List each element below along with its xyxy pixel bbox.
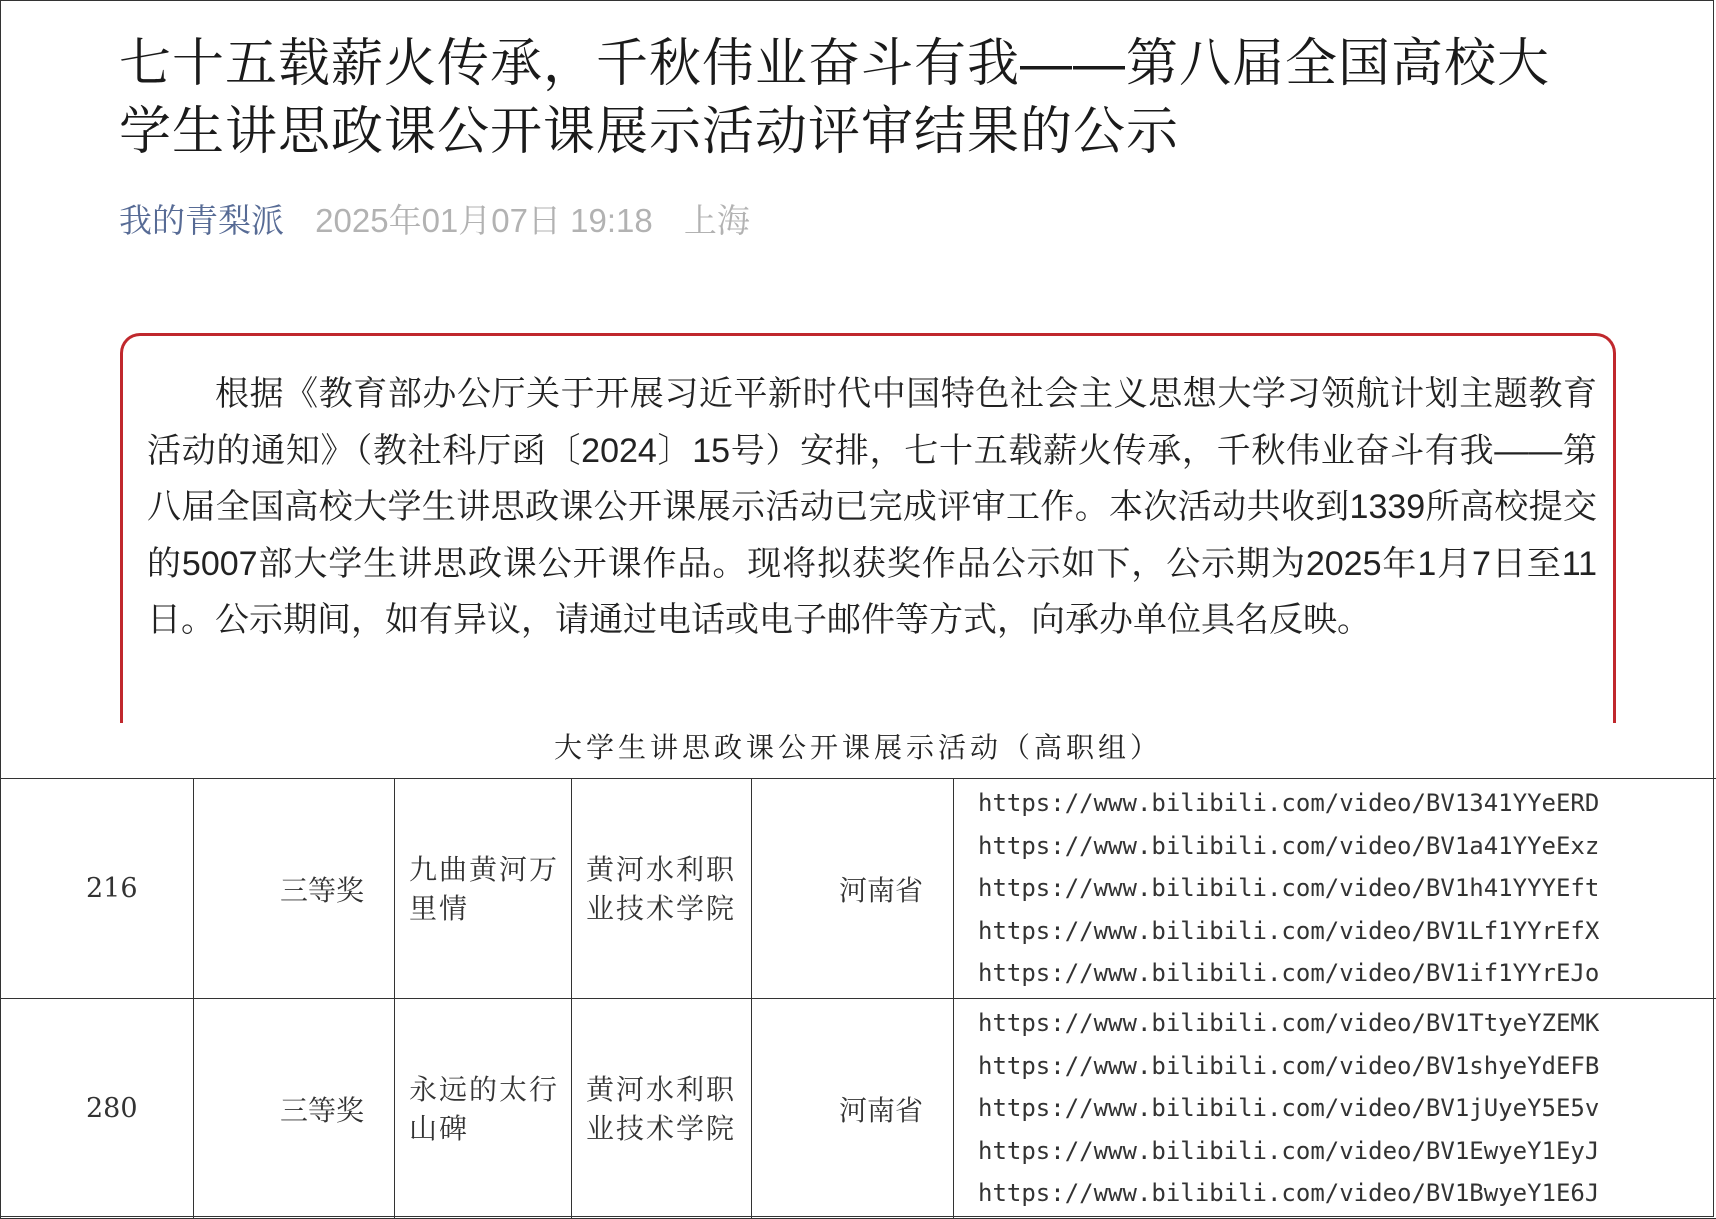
school-name: 黄河水利职业技术学院	[572, 779, 752, 999]
article-meta	[119, 195, 750, 242]
video-link[interactable]: https://www.bilibili.com/video/BV1a41YYeExz	[978, 831, 1600, 860]
video-link[interactable]: https://www.bilibili.com/video/BV1jUyeY5E5v	[978, 1094, 1600, 1123]
publish-location: 上海	[683, 202, 750, 239]
row-number: 280	[1, 999, 194, 1219]
article-title: 七十五载薪火传承，千秋伟业奋斗有我——第八届全国高校大学生讲思政课公开课展示活动评审结果的公示	[119, 35, 1551, 161]
school-name: 黄河水利职业技术学院	[572, 999, 752, 1219]
award-level: 三等奖	[194, 999, 395, 1219]
video-link[interactable]: https://www.bilibili.com/video/BV1TtyeYZEMK	[978, 1009, 1600, 1038]
province: 河南省	[752, 999, 954, 1219]
video-link[interactable]: https://www.bilibili.com/video/BV1EwyeY1EyJ	[978, 1136, 1600, 1165]
notice-box	[120, 333, 1616, 723]
table-row	[1, 779, 1716, 999]
video-link[interactable]: https://www.bilibili.com/video/BV1h41YYYEft	[978, 874, 1600, 903]
table-caption: 大学生讲思政课公开课展示活动（高职组）	[553, 731, 1162, 764]
video-links	[954, 999, 1716, 1219]
video-link[interactable]: https://www.bilibili.com/video/BV1shyeYdEFB	[978, 1051, 1600, 1080]
province: 河南省	[752, 779, 954, 999]
video-link[interactable]: https://www.bilibili.com/video/BV1BwyeY1E6J	[978, 1179, 1600, 1208]
video-links	[954, 779, 1716, 999]
video-link[interactable]: https://www.bilibili.com/video/BV1Lf1YYrEfX	[978, 916, 1600, 945]
notice-text: 根据《教育部办公厅关于开展习近平新时代中国特色社会主义思想大学习领航计划主题教育活动的通知》（教社科厅函〔2024〕15号）安排，七十五载薪火传承，千秋伟业奋斗有我——第八届全国高校大学生讲思政课公开课展示活动已完成评审工作。本次活动共收到1339所高校提交的5007部大学生讲思政课公开课作品。现将拟获奖作品公示如下，公示期为2025年1月7日至11日。公示期间，如有异议，请通过电话或电子邮件等方式，向承办单位具名反映。	[147, 375, 1597, 639]
work-title: 九曲黄河万里情	[395, 779, 572, 999]
video-link[interactable]: https://www.bilibili.com/video/BV1if1YYrEJo	[978, 959, 1600, 988]
video-link[interactable]: https://www.bilibili.com/video/BV1341YYeERD	[978, 789, 1600, 818]
table-row	[1, 999, 1716, 1219]
publish-datetime: 2025年01月07日 19:18	[315, 202, 653, 239]
row-number: 216	[1, 779, 194, 999]
work-title: 永远的太行山碑	[395, 999, 572, 1219]
award-level: 三等奖	[194, 779, 395, 999]
awards-table	[0, 778, 1716, 1219]
author-link[interactable]: 我的青梨派	[119, 202, 284, 239]
